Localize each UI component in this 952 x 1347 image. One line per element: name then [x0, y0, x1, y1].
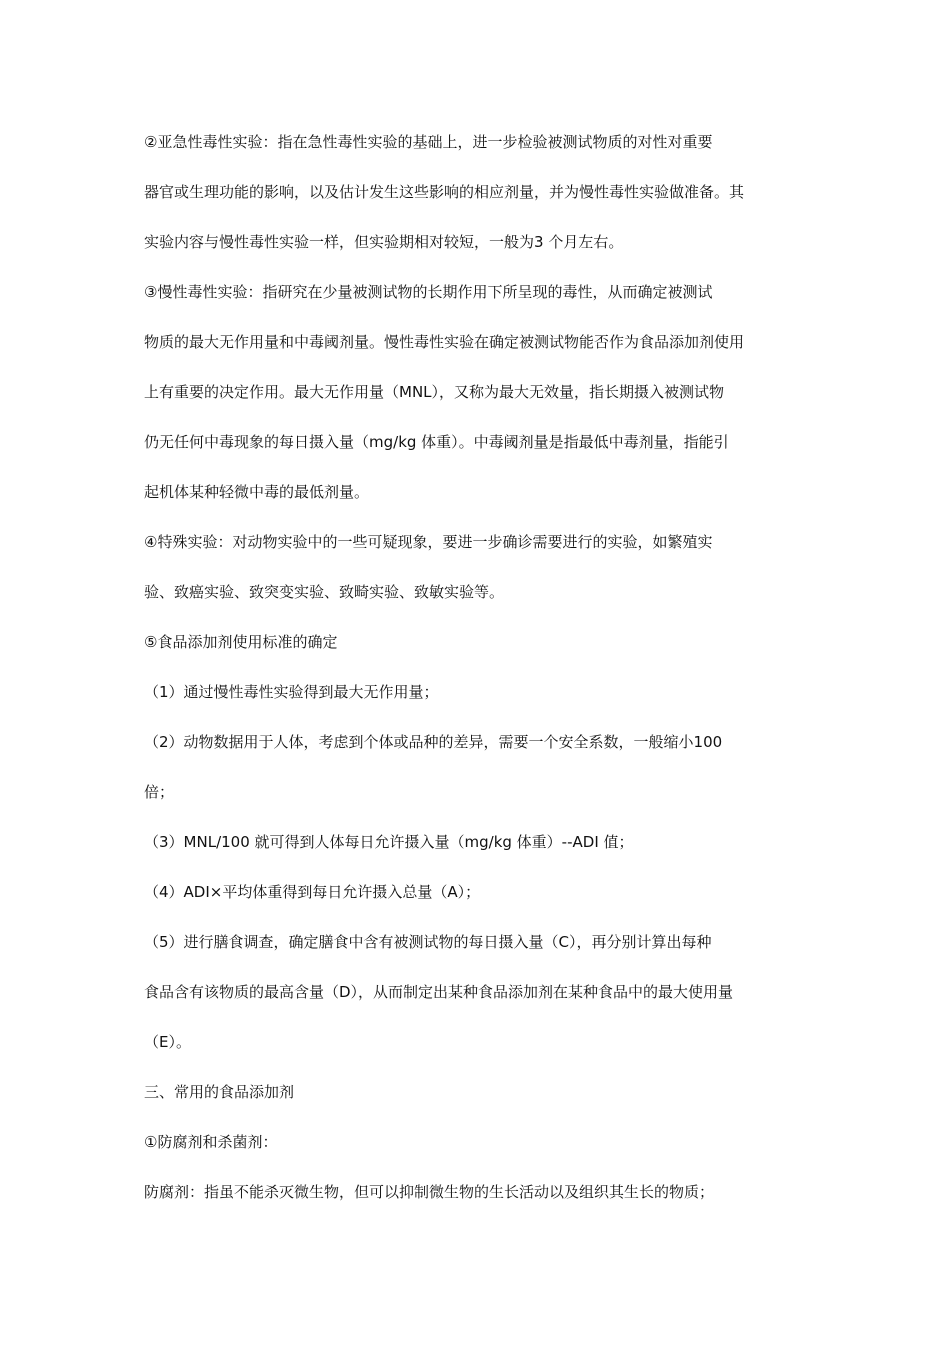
- text-line: 食品含有该物质的最高含量（D），从而制定出某种食品添加剂在某种食品中的最大使用量: [144, 983, 734, 1001]
- text-line: （5）进行膳食调查，确定膳食中含有被测试物的每日摄入量（C），再分别计算出每种: [144, 933, 712, 951]
- text-line: 起机体某种轻微中毒的最低剂量。: [144, 483, 370, 501]
- text-line: ⑤食品添加剂使用标准的确定: [144, 633, 338, 651]
- section-heading: 三、常用的食品添加剂: [144, 1083, 295, 1101]
- text-line: （3）MNL/100 就可得到人体每日允许摄入量（mg/kg 体重）--ADI 值；: [144, 833, 634, 851]
- text-line: 实验内容与慢性毒性实验一样，但实验期相对较短，一般为3 个月左右。: [144, 233, 624, 251]
- text-line: 上有重要的决定作用。最大无作用量（MNL），又称为最大无效量，指长期摄入被测试物: [144, 383, 725, 401]
- text-line: （2）动物数据用于人体，考虑到个体或品种的差异，需要一个安全系数，一般缩小100: [144, 733, 723, 751]
- text-line: 仍无任何中毒现象的每日摄入量（mg/kg 体重）。中毒阈剂量是指最低中毒剂量，指能引: [144, 433, 729, 451]
- text-line: 防腐剂：指虽不能杀灭微生物，但可以抑制微生物的生长活动以及组织其生长的物质；: [144, 1183, 715, 1201]
- text-line: 倍；: [144, 783, 175, 801]
- text-line: ④特殊实验：对动物实验中的一些可疑现象，要进一步确诊需要进行的实验，如繁殖实: [144, 533, 713, 551]
- text-line: ②亚急性毒性实验：指在急性毒性实验的基础上，进一步检验被测试物质的对性对重要: [144, 133, 713, 151]
- text-line: （4）ADI×平均体重得到每日允许摄入总量（A）；: [144, 883, 481, 901]
- text-line: （1）通过慢性毒性实验得到最大无作用量；: [144, 683, 439, 701]
- text-line: 验、致癌实验、致突变实验、致畸实验、致敏实验等。: [144, 583, 505, 601]
- text-line: 器官或生理功能的影响，以及估计发生这些影响的相应剂量，并为慢性毒性实验做准备。其: [144, 183, 745, 201]
- text-line: （E）。: [144, 1033, 191, 1051]
- text-line: 物质的最大无作用量和中毒阈剂量。慢性毒性实验在确定被测试物能否作为食品添加剂使用: [144, 333, 745, 351]
- text-line: ①防腐剂和杀菌剂：: [144, 1133, 278, 1151]
- text-line: ③慢性毒性实验：指研究在少量被测试物的长期作用下所呈现的毒性，从而确定被测试: [144, 283, 713, 301]
